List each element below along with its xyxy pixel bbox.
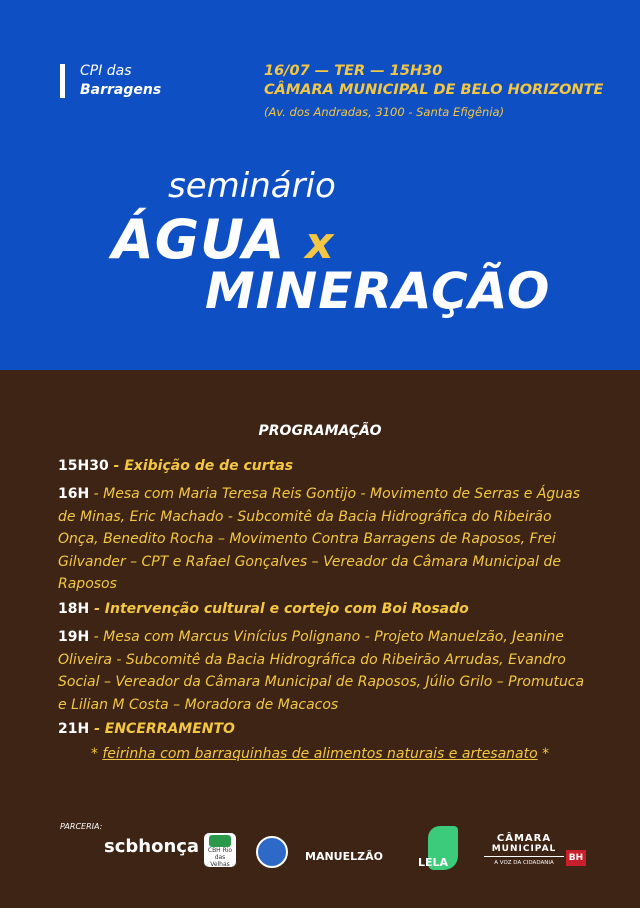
scbh-logo: [104, 836, 199, 857]
item-time: 18H: [58, 601, 90, 617]
seal-logo: [256, 836, 288, 868]
cpi-label: [80, 62, 161, 100]
program-item: [58, 718, 588, 741]
event-info: [264, 62, 603, 100]
program-note: [0, 746, 640, 762]
camara-logo: [484, 833, 564, 866]
camara-line2: MUNICIPAL: [484, 844, 564, 857]
item-text: - Intervenção cultural e cortejo com Boi Rosado: [89, 601, 469, 617]
title-connector: x: [305, 218, 335, 269]
cbh-text: CBH Rio das Velhas: [207, 847, 233, 868]
cbh-logo: [204, 833, 236, 867]
title-agua: ÁGUA: [112, 208, 286, 271]
cpi-line2: Barragens: [80, 82, 162, 98]
cbh-mark: [209, 835, 231, 847]
item-text: - ENCERRAMENTO: [89, 721, 235, 737]
program-heading: PROGRAMAÇÃO: [258, 423, 382, 439]
event-venue: CÂMARA MUNICIPAL DE BELO HORIZONTE: [264, 82, 604, 98]
note-star: *: [90, 746, 98, 762]
item-text: - Mesa com Maria Teresa Reis Gontijo - Movimento de Serras e Águas de Minas, Eric Machado - Subcomitê da Bacia Hidrográfica do Ribeirão Onça, Benedito Rocha – Movimento Contra Barragens de Raposos, Frei Gilvander – CPT e Rafael Gonçalves – Vereador da Câmara Municipal de Raposos: [58, 486, 581, 592]
note-star: *: [542, 746, 550, 762]
item-time: 16H: [58, 486, 90, 502]
lela-text: LELA: [418, 856, 449, 869]
program-item: [58, 483, 588, 596]
partners-label: PARCERIA:: [60, 822, 103, 831]
event-date: 16/07 — TER — 15H30: [264, 63, 443, 79]
item-time: 21H: [58, 721, 90, 737]
manuelzao-text: MANUELZÃO: [305, 850, 383, 863]
cpi-line1: CPI das: [80, 63, 132, 79]
bh-badge: [566, 850, 586, 866]
lela-logo: [418, 856, 448, 869]
item-time: 15H30: [58, 458, 109, 474]
title-line2: MINERAÇÃO: [205, 262, 551, 320]
note-text: feirinha com barraquinhas de alimentos naturais e artesanato: [102, 746, 538, 762]
camara-line3: A VOZ DA CIDADANIA: [494, 860, 554, 866]
program-item: [58, 598, 588, 621]
item-text: - Exibição de de curtas: [108, 458, 294, 474]
accent-bar: [60, 64, 65, 98]
program-item: [58, 626, 588, 716]
item-text: - Mesa com Marcus Vinícius Polignano - Projeto Manuelzão, Jeanine Oliveira - Subcomitê da Bacia Hidrográfica do Ribeirão Arrudas, Evandro Social – Vereador da Câmara Municipal de Raposos, Júlio Grilo – Promutuca e Lilian M Costa – Moradora de Macacos: [58, 629, 585, 713]
manuelzao-logo: [305, 850, 383, 863]
event-address: (Av. dos Andradas, 3100 - Santa Efigênia): [264, 105, 505, 119]
program-item: [58, 455, 588, 478]
title-pre: seminário: [168, 166, 336, 206]
item-time: 19H: [58, 629, 90, 645]
camara-line1: CÂMARA: [496, 833, 552, 844]
scbh-text: scbhonça: [104, 836, 200, 857]
bh-text: BH: [568, 853, 584, 863]
